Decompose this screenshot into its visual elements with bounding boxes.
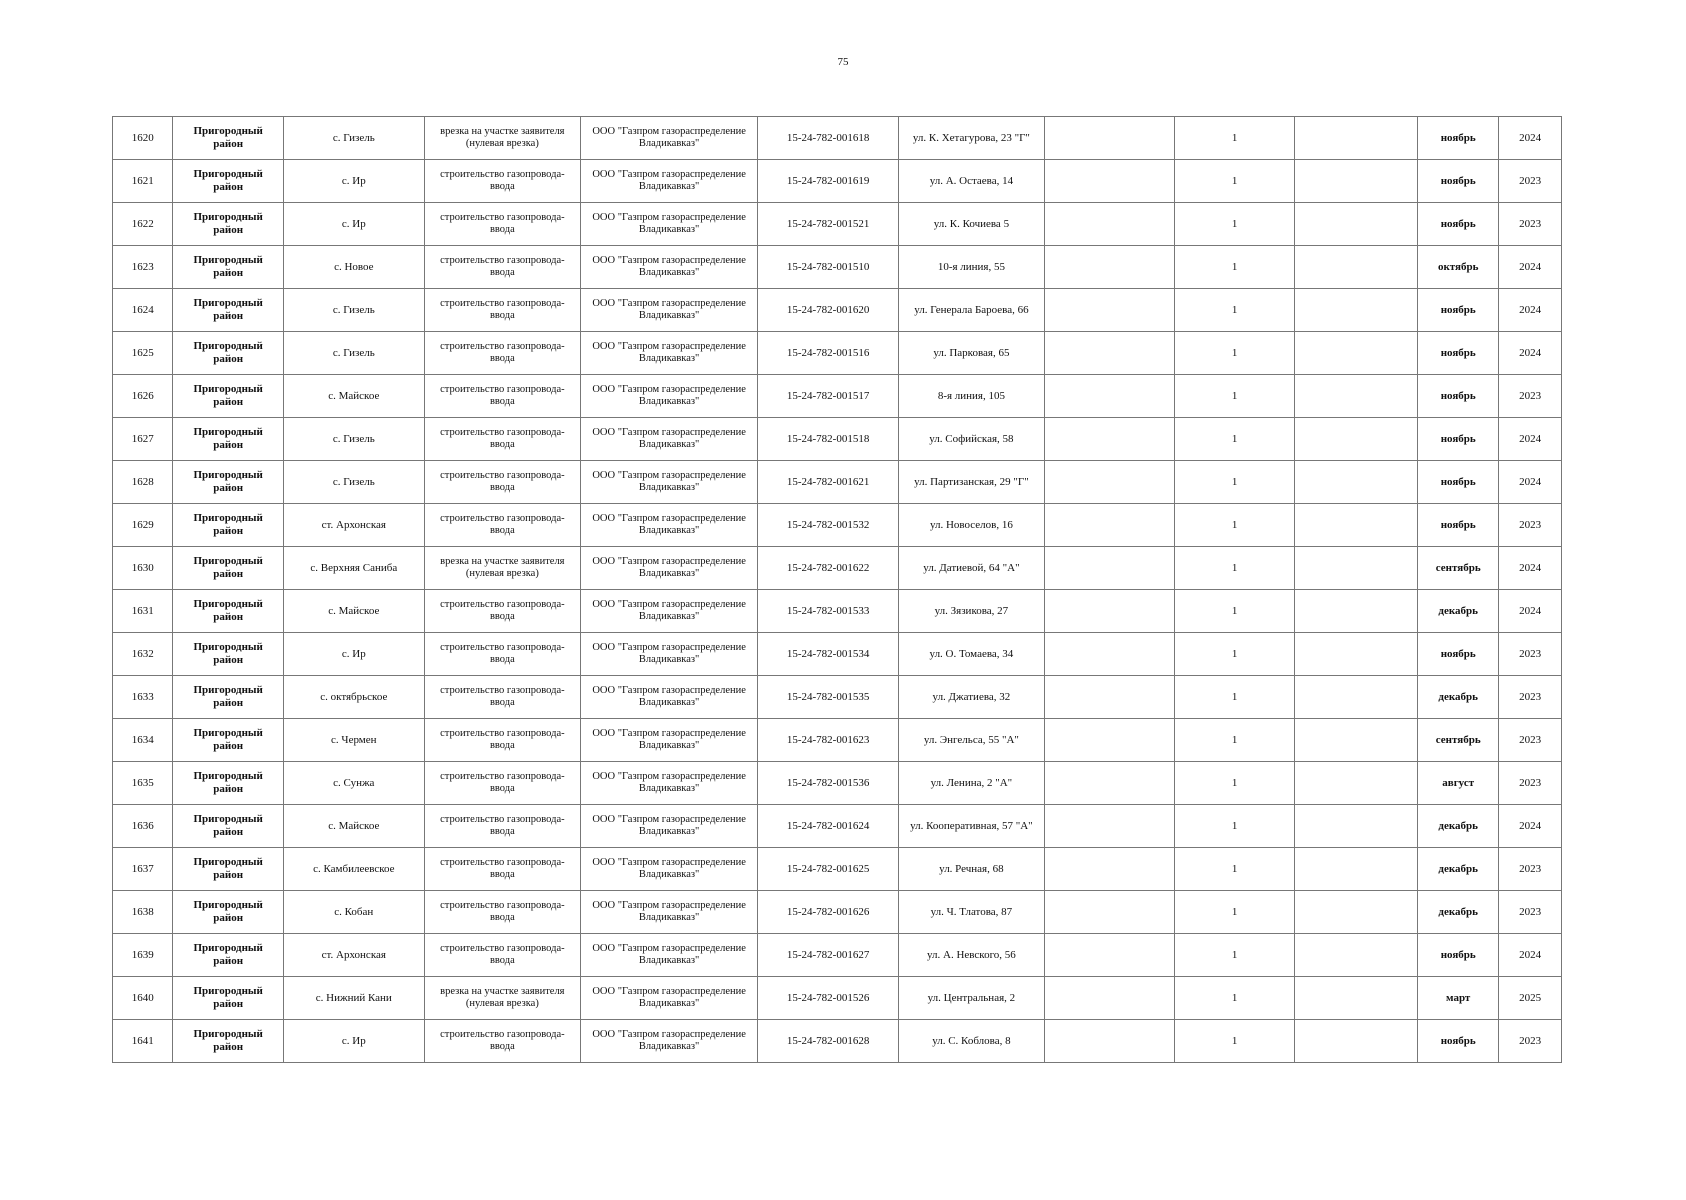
year-cell: 2024 xyxy=(1499,289,1562,332)
empty-cell xyxy=(1044,977,1174,1020)
empty-cell xyxy=(1044,117,1174,160)
empty-cell xyxy=(1295,977,1418,1020)
organization-cell: ООО "Газпром газораспределение Владикавказ" xyxy=(581,891,758,934)
address-cell: ул. Ленина, 2 "А" xyxy=(898,762,1044,805)
table-row xyxy=(113,246,1562,289)
table-row xyxy=(113,203,1562,246)
month-cell: сентябрь xyxy=(1418,719,1499,762)
quantity-cell: 1 xyxy=(1175,719,1295,762)
settlement-cell: с. Гизель xyxy=(283,289,424,332)
organization-cell: ООО "Газпром газораспределение Владикавказ" xyxy=(581,289,758,332)
month-cell: декабрь xyxy=(1418,805,1499,848)
record-number: 1635 xyxy=(113,762,173,805)
address-cell: 8-я линия, 105 xyxy=(898,375,1044,418)
table-row xyxy=(113,375,1562,418)
work-type-cell: строительство газопровода-ввода xyxy=(424,848,580,891)
month-cell: ноябрь xyxy=(1418,504,1499,547)
settlement-cell: с. Чермен xyxy=(283,719,424,762)
address-cell: ул. Речная, 68 xyxy=(898,848,1044,891)
quantity-cell: 1 xyxy=(1175,934,1295,977)
cadastral-number-cell: 15-24-782-001623 xyxy=(758,719,899,762)
record-number: 1641 xyxy=(113,1020,173,1063)
work-type-cell: строительство газопровода-ввода xyxy=(424,676,580,719)
work-type-cell: строительство газопровода-ввода xyxy=(424,504,580,547)
address-cell: ул. Зязикова, 27 xyxy=(898,590,1044,633)
settlement-cell: с. Верхняя Саниба xyxy=(283,547,424,590)
quantity-cell: 1 xyxy=(1175,418,1295,461)
district-cell: Пригородный район xyxy=(173,375,283,418)
empty-cell xyxy=(1295,203,1418,246)
work-type-cell: строительство газопровода-ввода xyxy=(424,203,580,246)
empty-cell xyxy=(1044,160,1174,203)
work-type-cell: строительство газопровода-ввода xyxy=(424,375,580,418)
organization-cell: ООО "Газпром газораспределение Владикавказ" xyxy=(581,246,758,289)
year-cell: 2023 xyxy=(1499,504,1562,547)
month-cell: август xyxy=(1418,762,1499,805)
empty-cell xyxy=(1044,246,1174,289)
work-type-cell: строительство газопровода-ввода xyxy=(424,719,580,762)
empty-cell xyxy=(1044,375,1174,418)
address-cell: ул. А. Невского, 56 xyxy=(898,934,1044,977)
cadastral-number-cell: 15-24-782-001518 xyxy=(758,418,899,461)
empty-cell xyxy=(1295,160,1418,203)
table-row xyxy=(113,676,1562,719)
organization-cell: ООО "Газпром газораспределение Владикавказ" xyxy=(581,117,758,160)
record-number: 1634 xyxy=(113,719,173,762)
record-number: 1625 xyxy=(113,332,173,375)
table-row xyxy=(113,934,1562,977)
registry-table xyxy=(112,116,1562,1063)
cadastral-number-cell: 15-24-782-001533 xyxy=(758,590,899,633)
quantity-cell: 1 xyxy=(1175,461,1295,504)
quantity-cell: 1 xyxy=(1175,375,1295,418)
settlement-cell: с. Гизель xyxy=(283,418,424,461)
table-row xyxy=(113,289,1562,332)
organization-cell: ООО "Газпром газораспределение Владикавказ" xyxy=(581,977,758,1020)
empty-cell xyxy=(1295,504,1418,547)
empty-cell xyxy=(1295,418,1418,461)
work-type-cell: строительство газопровода-ввода xyxy=(424,289,580,332)
table-row xyxy=(113,977,1562,1020)
record-number: 1622 xyxy=(113,203,173,246)
year-cell: 2024 xyxy=(1499,461,1562,504)
empty-cell xyxy=(1295,547,1418,590)
cadastral-number-cell: 15-24-782-001624 xyxy=(758,805,899,848)
empty-cell xyxy=(1295,934,1418,977)
record-number: 1627 xyxy=(113,418,173,461)
quantity-cell: 1 xyxy=(1175,590,1295,633)
work-type-cell: строительство газопровода-ввода xyxy=(424,160,580,203)
organization-cell: ООО "Газпром газораспределение Владикавказ" xyxy=(581,375,758,418)
district-cell: Пригородный район xyxy=(173,418,283,461)
quantity-cell: 1 xyxy=(1175,633,1295,676)
organization-cell: ООО "Газпром газораспределение Владикавказ" xyxy=(581,547,758,590)
settlement-cell: с. Новое xyxy=(283,246,424,289)
record-number: 1637 xyxy=(113,848,173,891)
organization-cell: ООО "Газпром газораспределение Владикавказ" xyxy=(581,719,758,762)
organization-cell: ООО "Газпром газораспределение Владикавказ" xyxy=(581,203,758,246)
organization-cell: ООО "Газпром газораспределение Владикавказ" xyxy=(581,1020,758,1063)
month-cell: ноябрь xyxy=(1418,934,1499,977)
year-cell: 2023 xyxy=(1499,762,1562,805)
year-cell: 2024 xyxy=(1499,590,1562,633)
quantity-cell: 1 xyxy=(1175,762,1295,805)
record-number: 1640 xyxy=(113,977,173,1020)
address-cell: ул. Софийская, 58 xyxy=(898,418,1044,461)
organization-cell: ООО "Газпром газораспределение Владикавказ" xyxy=(581,160,758,203)
quantity-cell: 1 xyxy=(1175,332,1295,375)
record-number: 1639 xyxy=(113,934,173,977)
quantity-cell: 1 xyxy=(1175,289,1295,332)
month-cell: ноябрь xyxy=(1418,160,1499,203)
work-type-cell: строительство газопровода-ввода xyxy=(424,805,580,848)
settlement-cell: с. Ир xyxy=(283,1020,424,1063)
table-row xyxy=(113,418,1562,461)
empty-cell xyxy=(1295,332,1418,375)
cadastral-number-cell: 15-24-782-001535 xyxy=(758,676,899,719)
work-type-cell: строительство газопровода-ввода xyxy=(424,1020,580,1063)
settlement-cell: ст. Архонская xyxy=(283,504,424,547)
work-type-cell: строительство газопровода-ввода xyxy=(424,590,580,633)
empty-cell xyxy=(1044,891,1174,934)
month-cell: ноябрь xyxy=(1418,203,1499,246)
empty-cell xyxy=(1044,805,1174,848)
year-cell: 2024 xyxy=(1499,547,1562,590)
district-cell: Пригородный район xyxy=(173,160,283,203)
empty-cell xyxy=(1295,719,1418,762)
quantity-cell: 1 xyxy=(1175,246,1295,289)
month-cell: ноябрь xyxy=(1418,461,1499,504)
empty-cell xyxy=(1044,590,1174,633)
month-cell: март xyxy=(1418,977,1499,1020)
settlement-cell: с. Гизель xyxy=(283,332,424,375)
year-cell: 2023 xyxy=(1499,375,1562,418)
organization-cell: ООО "Газпром газораспределение Владикавказ" xyxy=(581,590,758,633)
work-type-cell: строительство газопровода-ввода xyxy=(424,246,580,289)
address-cell: ул. Кооперативная, 57 "А" xyxy=(898,805,1044,848)
empty-cell xyxy=(1295,848,1418,891)
cadastral-number-cell: 15-24-782-001618 xyxy=(758,117,899,160)
table-body xyxy=(113,117,1562,1063)
empty-cell xyxy=(1295,676,1418,719)
work-type-cell: врезка на участке заявителя (нулевая врезка) xyxy=(424,547,580,590)
settlement-cell: с. Майское xyxy=(283,590,424,633)
settlement-cell: с. Майское xyxy=(283,375,424,418)
month-cell: ноябрь xyxy=(1418,332,1499,375)
empty-cell xyxy=(1295,117,1418,160)
cadastral-number-cell: 15-24-782-001536 xyxy=(758,762,899,805)
empty-cell xyxy=(1044,418,1174,461)
address-cell: ул. Энгельса, 55 "А" xyxy=(898,719,1044,762)
settlement-cell: с. Сунжа xyxy=(283,762,424,805)
district-cell: Пригородный район xyxy=(173,977,283,1020)
empty-cell xyxy=(1044,848,1174,891)
empty-cell xyxy=(1295,1020,1418,1063)
empty-cell xyxy=(1044,504,1174,547)
work-type-cell: строительство газопровода-ввода xyxy=(424,418,580,461)
district-cell: Пригородный район xyxy=(173,1020,283,1063)
address-cell: ул. Партизанская, 29 "Г" xyxy=(898,461,1044,504)
settlement-cell: с. октябрьское xyxy=(283,676,424,719)
district-cell: Пригородный район xyxy=(173,762,283,805)
settlement-cell: с. Майское xyxy=(283,805,424,848)
work-type-cell: строительство газопровода-ввода xyxy=(424,633,580,676)
cadastral-number-cell: 15-24-782-001622 xyxy=(758,547,899,590)
address-cell: ул. Джатиева, 32 xyxy=(898,676,1044,719)
month-cell: декабрь xyxy=(1418,590,1499,633)
table-row xyxy=(113,504,1562,547)
year-cell: 2024 xyxy=(1499,934,1562,977)
organization-cell: ООО "Газпром газораспределение Владикавказ" xyxy=(581,461,758,504)
district-cell: Пригородный район xyxy=(173,332,283,375)
cadastral-number-cell: 15-24-782-001526 xyxy=(758,977,899,1020)
address-cell: ул. Ч. Тлатова, 87 xyxy=(898,891,1044,934)
month-cell: октябрь xyxy=(1418,246,1499,289)
empty-cell xyxy=(1295,590,1418,633)
month-cell: ноябрь xyxy=(1418,633,1499,676)
table-row xyxy=(113,891,1562,934)
empty-cell xyxy=(1044,289,1174,332)
organization-cell: ООО "Газпром газораспределение Владикавказ" xyxy=(581,676,758,719)
quantity-cell: 1 xyxy=(1175,676,1295,719)
quantity-cell: 1 xyxy=(1175,117,1295,160)
cadastral-number-cell: 15-24-782-001626 xyxy=(758,891,899,934)
month-cell: сентябрь xyxy=(1418,547,1499,590)
district-cell: Пригородный район xyxy=(173,246,283,289)
empty-cell xyxy=(1044,719,1174,762)
year-cell: 2023 xyxy=(1499,160,1562,203)
cadastral-number-cell: 15-24-782-001532 xyxy=(758,504,899,547)
quantity-cell: 1 xyxy=(1175,977,1295,1020)
organization-cell: ООО "Газпром газораспределение Владикавказ" xyxy=(581,934,758,977)
table-row xyxy=(113,633,1562,676)
address-cell: ул. С. Коблова, 8 xyxy=(898,1020,1044,1063)
table-row xyxy=(113,117,1562,160)
organization-cell: ООО "Газпром газораспределение Владикавказ" xyxy=(581,805,758,848)
year-cell: 2024 xyxy=(1499,117,1562,160)
record-number: 1632 xyxy=(113,633,173,676)
table-row xyxy=(113,160,1562,203)
quantity-cell: 1 xyxy=(1175,805,1295,848)
year-cell: 2025 xyxy=(1499,977,1562,1020)
empty-cell xyxy=(1044,633,1174,676)
settlement-cell: с. Ир xyxy=(283,633,424,676)
cadastral-number-cell: 15-24-782-001621 xyxy=(758,461,899,504)
work-type-cell: строительство газопровода-ввода xyxy=(424,461,580,504)
address-cell: ул. К. Кочиева 5 xyxy=(898,203,1044,246)
quantity-cell: 1 xyxy=(1175,203,1295,246)
quantity-cell: 1 xyxy=(1175,504,1295,547)
month-cell: ноябрь xyxy=(1418,117,1499,160)
table-row xyxy=(113,590,1562,633)
year-cell: 2023 xyxy=(1499,676,1562,719)
year-cell: 2023 xyxy=(1499,891,1562,934)
month-cell: ноябрь xyxy=(1418,1020,1499,1063)
empty-cell xyxy=(1044,676,1174,719)
empty-cell xyxy=(1044,203,1174,246)
cadastral-number-cell: 15-24-782-001620 xyxy=(758,289,899,332)
settlement-cell: с. Кобан xyxy=(283,891,424,934)
month-cell: ноябрь xyxy=(1418,418,1499,461)
address-cell: ул. Новоселов, 16 xyxy=(898,504,1044,547)
district-cell: Пригородный район xyxy=(173,117,283,160)
district-cell: Пригородный район xyxy=(173,504,283,547)
settlement-cell: ст. Архонская xyxy=(283,934,424,977)
empty-cell xyxy=(1295,633,1418,676)
table-row xyxy=(113,848,1562,891)
quantity-cell: 1 xyxy=(1175,160,1295,203)
work-type-cell: врезка на участке заявителя (нулевая врезка) xyxy=(424,117,580,160)
organization-cell: ООО "Газпром газораспределение Владикавказ" xyxy=(581,504,758,547)
organization-cell: ООО "Газпром газораспределение Владикавказ" xyxy=(581,848,758,891)
record-number: 1633 xyxy=(113,676,173,719)
settlement-cell: с. Ир xyxy=(283,203,424,246)
month-cell: ноябрь xyxy=(1418,375,1499,418)
quantity-cell: 1 xyxy=(1175,1020,1295,1063)
empty-cell xyxy=(1044,332,1174,375)
organization-cell: ООО "Газпром газораспределение Владикавказ" xyxy=(581,418,758,461)
district-cell: Пригородный район xyxy=(173,934,283,977)
record-number: 1631 xyxy=(113,590,173,633)
record-number: 1626 xyxy=(113,375,173,418)
month-cell: декабрь xyxy=(1418,891,1499,934)
settlement-cell: с. Ир xyxy=(283,160,424,203)
organization-cell: ООО "Газпром газораспределение Владикавказ" xyxy=(581,633,758,676)
empty-cell xyxy=(1295,461,1418,504)
cadastral-number-cell: 15-24-782-001516 xyxy=(758,332,899,375)
cadastral-number-cell: 15-24-782-001521 xyxy=(758,203,899,246)
empty-cell xyxy=(1295,762,1418,805)
cadastral-number-cell: 15-24-782-001625 xyxy=(758,848,899,891)
record-number: 1621 xyxy=(113,160,173,203)
settlement-cell: с. Гизель xyxy=(283,117,424,160)
quantity-cell: 1 xyxy=(1175,891,1295,934)
quantity-cell: 1 xyxy=(1175,547,1295,590)
table-row xyxy=(113,1020,1562,1063)
empty-cell xyxy=(1044,547,1174,590)
cadastral-number-cell: 15-24-782-001627 xyxy=(758,934,899,977)
year-cell: 2023 xyxy=(1499,1020,1562,1063)
empty-cell xyxy=(1044,762,1174,805)
table-row xyxy=(113,762,1562,805)
empty-cell xyxy=(1044,934,1174,977)
empty-cell xyxy=(1044,1020,1174,1063)
record-number: 1628 xyxy=(113,461,173,504)
cadastral-number-cell: 15-24-782-001510 xyxy=(758,246,899,289)
empty-cell xyxy=(1044,461,1174,504)
address-cell: 10-я линия, 55 xyxy=(898,246,1044,289)
settlement-cell: с. Гизель xyxy=(283,461,424,504)
empty-cell xyxy=(1295,805,1418,848)
settlement-cell: с. Нижний Кани xyxy=(283,977,424,1020)
cadastral-number-cell: 15-24-782-001517 xyxy=(758,375,899,418)
address-cell: ул. Парковая, 65 xyxy=(898,332,1044,375)
address-cell: ул. А. Остаева, 14 xyxy=(898,160,1044,203)
quantity-cell: 1 xyxy=(1175,848,1295,891)
year-cell: 2024 xyxy=(1499,246,1562,289)
empty-cell xyxy=(1295,246,1418,289)
cadastral-number-cell: 15-24-782-001619 xyxy=(758,160,899,203)
year-cell: 2024 xyxy=(1499,332,1562,375)
year-cell: 2023 xyxy=(1499,203,1562,246)
district-cell: Пригородный район xyxy=(173,848,283,891)
district-cell: Пригородный район xyxy=(173,719,283,762)
district-cell: Пригородный район xyxy=(173,590,283,633)
record-number: 1620 xyxy=(113,117,173,160)
empty-cell xyxy=(1295,891,1418,934)
table-row xyxy=(113,332,1562,375)
record-number: 1638 xyxy=(113,891,173,934)
work-type-cell: строительство газопровода-ввода xyxy=(424,934,580,977)
record-number: 1630 xyxy=(113,547,173,590)
year-cell: 2024 xyxy=(1499,418,1562,461)
address-cell: ул. О. Томаева, 34 xyxy=(898,633,1044,676)
address-cell: ул. Генерала Бароева, 66 xyxy=(898,289,1044,332)
table-row xyxy=(113,805,1562,848)
district-cell: Пригородный район xyxy=(173,891,283,934)
district-cell: Пригородный район xyxy=(173,676,283,719)
district-cell: Пригородный район xyxy=(173,289,283,332)
page-number: 75 xyxy=(837,56,849,68)
address-cell: ул. К. Хетагурова, 23 "Г" xyxy=(898,117,1044,160)
work-type-cell: строительство газопровода-ввода xyxy=(424,762,580,805)
table-row xyxy=(113,547,1562,590)
record-number: 1636 xyxy=(113,805,173,848)
month-cell: декабрь xyxy=(1418,676,1499,719)
cadastral-number-cell: 15-24-782-001628 xyxy=(758,1020,899,1063)
month-cell: декабрь xyxy=(1418,848,1499,891)
record-number: 1623 xyxy=(113,246,173,289)
district-cell: Пригородный район xyxy=(173,805,283,848)
cadastral-number-cell: 15-24-782-001534 xyxy=(758,633,899,676)
organization-cell: ООО "Газпром газораспределение Владикавказ" xyxy=(581,332,758,375)
year-cell: 2024 xyxy=(1499,805,1562,848)
organization-cell: ООО "Газпром газораспределение Владикавказ" xyxy=(581,762,758,805)
district-cell: Пригородный район xyxy=(173,547,283,590)
district-cell: Пригородный район xyxy=(173,633,283,676)
record-number: 1624 xyxy=(113,289,173,332)
district-cell: Пригородный район xyxy=(173,461,283,504)
work-type-cell: врезка на участке заявителя (нулевая врезка) xyxy=(424,977,580,1020)
year-cell: 2023 xyxy=(1499,848,1562,891)
year-cell: 2023 xyxy=(1499,633,1562,676)
work-type-cell: строительство газопровода-ввода xyxy=(424,891,580,934)
record-number: 1629 xyxy=(113,504,173,547)
address-cell: ул. Датиевой, 64 "А" xyxy=(898,547,1044,590)
year-cell: 2023 xyxy=(1499,719,1562,762)
settlement-cell: с. Камбилеевское xyxy=(283,848,424,891)
month-cell: ноябрь xyxy=(1418,289,1499,332)
empty-cell xyxy=(1295,289,1418,332)
address-cell: ул. Центральная, 2 xyxy=(898,977,1044,1020)
empty-cell xyxy=(1295,375,1418,418)
work-type-cell: строительство газопровода-ввода xyxy=(424,332,580,375)
table-row xyxy=(113,461,1562,504)
district-cell: Пригородный район xyxy=(173,203,283,246)
table-row xyxy=(113,719,1562,762)
